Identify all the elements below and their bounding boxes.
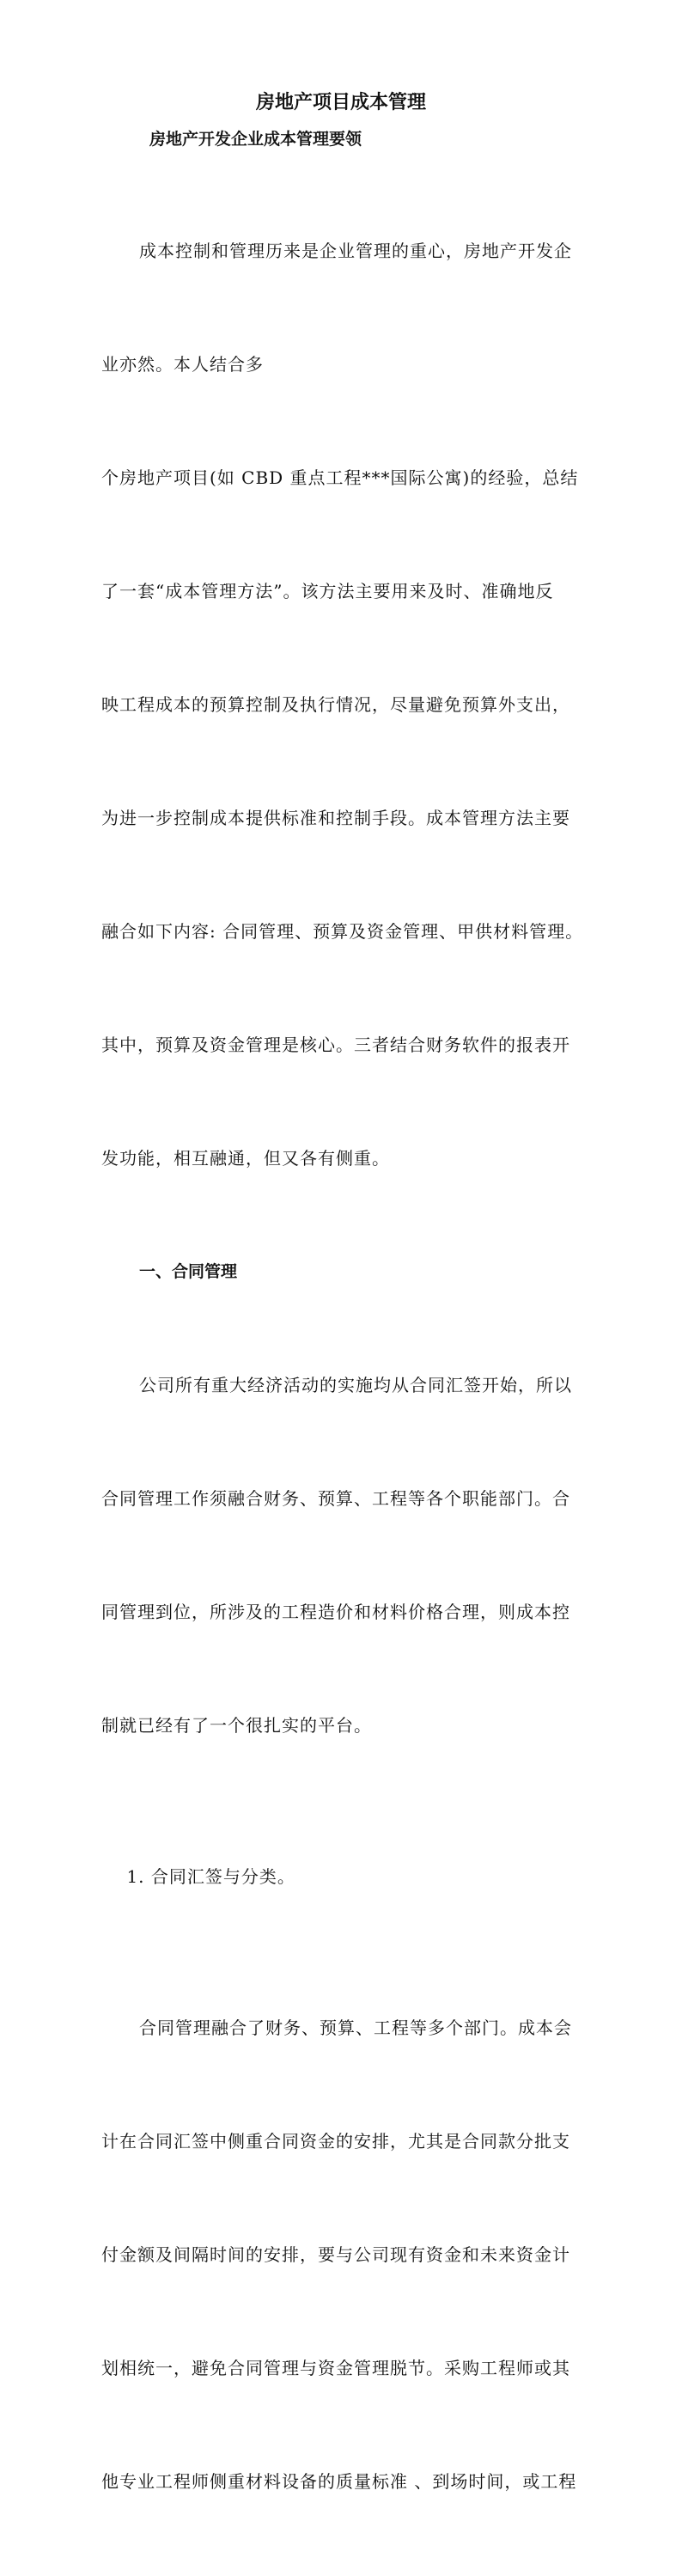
intro-paragraph xyxy=(101,156,584,1253)
subsection1-line: 付金额及间隔时间的安排，要与公司现有资金和未来资金计 xyxy=(101,2244,570,2265)
section1-line: 合同管理工作须融合财务、预算、工程等各个职能部门。合 xyxy=(101,1488,570,1509)
section1-line: 同管理到位，所涉及的工程造价和材料价格合理，则成本控 xyxy=(101,1602,570,1622)
subsection1-paragraph xyxy=(101,1933,581,2576)
document-title: 房地产项目成本管理 xyxy=(255,91,426,113)
intro-line: 映工程成本的预算控制及执行情况，尽量避免预算外支出， xyxy=(101,694,570,715)
intro-line: 了一套“成本管理方法”。该方法主要用来及时、准确地反 xyxy=(101,581,554,601)
subsection-heading-text: 1. 合同汇签与分类。 xyxy=(126,1866,295,1887)
section-heading-contract-management: 一、合同管理 xyxy=(139,1262,238,1281)
intro-line: 为进一步控制成本提供标准和控制手段。成本管理方法主要 xyxy=(101,808,570,828)
section1-line: 制就已经有了一个很扎实的平台。 xyxy=(101,1715,372,1736)
intro-line: 融合如下内容: 合同管理、预算及资金管理、甲供材料管理。 xyxy=(101,921,584,942)
section1-line: 公司所有重大经济活动的实施均从合同汇签开始，所以 xyxy=(139,1375,572,1395)
subsection1-line: 计在合同汇签中侧重合同资金的安排，尤其是合同款分批支 xyxy=(101,2131,570,2152)
subsection-heading xyxy=(101,1820,581,1933)
subsection1-line: 他专业工程师侧重材料设备的质量标准 、到场时间，或工程 xyxy=(101,2471,577,2492)
subsection1-line: 合同管理融合了财务、预算、工程等多个部门。成本会 xyxy=(139,2017,572,2038)
intro-line: 业亦然。本人结合多 xyxy=(101,354,264,375)
document-subtitle: 房地产开发企业成本管理要领 xyxy=(149,130,362,149)
subsection1-line: 划相统一，避免合同管理与资金管理脱节。采购工程师或其 xyxy=(101,2358,570,2378)
intro-line: 发功能，相互融通，但又各有侧重。 xyxy=(101,1148,390,1169)
intro-line: 其中，预算及资金管理是核心。三者结合财务软件的报表开 xyxy=(101,1035,570,1055)
section1-paragraph xyxy=(101,1291,581,1820)
intro-line: 成本控制和管理历来是企业管理的重心，房地产开发企 xyxy=(139,241,572,261)
intro-line: 个房地产项目(如 CBD 重点工程***国际公寓)的经验，总结 xyxy=(101,467,579,488)
